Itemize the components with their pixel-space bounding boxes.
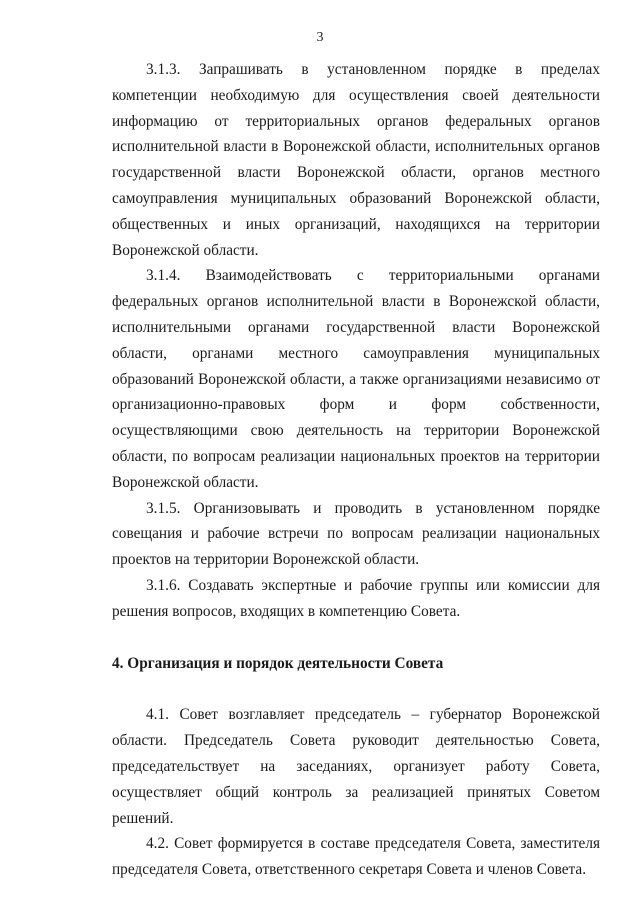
paragraph-3-1-5: 3.1.5. Организовывать и проводить в установленном порядке совещания и рабочие встречи по вопросам реализации национальных проектов на территории Воронежской области. (112, 499, 600, 569)
paragraph-4-1: 4.1. Совет возглавляет председатель – губернатор Воронежской области. Председатель Совета руководит деятельностью Совета, председательствует на заседаниях, организует работу Совета, осуществляет общий контроль за реализацией принятых Советом решений. (112, 706, 600, 827)
paragraph-3-1-6: 3.1.6. Создавать экспертные и рабочие группы или комиссии для решения вопросов, входящих в компетенцию Совета. (112, 576, 600, 620)
page-number: 3 (316, 30, 324, 45)
paragraph-3-1-4: 3.1.4. Взаимодействовать с территориальными органами федеральных органов исполнительной власти в Воронежской области, исполнительными органами государственной власти Воронежской области, органами местного самоуправления муниципальных образований Воронежской области, а также организациями независимо от организационно-правовых форм и форм собственности, осуществляющими свою деятельность на территории Воронежской области, по вопросам реализации национальных проектов на территории Воронежской области. (112, 267, 600, 491)
section-heading: 4. Организация и порядок деятельности Совета (112, 654, 444, 672)
paragraph-3-1-3: 3.1.3. Запрашивать в установленном порядке в пределах компетенции необходимую для осуществления своей деятельности информацию от территориальных органов федеральных органов исполнительной власти в Воронежской области, исполнительных органов государственной власти Воронежской области, органов местного самоуправления муниципальных образований Воронежской области, общественных и иных организаций, находящихся на территории Воронежской области. (112, 61, 600, 259)
paragraph-4-2: 4.2. Совет формируется в составе председателя Совета, заместителя председателя Совета, ответственного секретаря Совета и членов Совета. (112, 835, 600, 879)
document-body (112, 57, 600, 883)
